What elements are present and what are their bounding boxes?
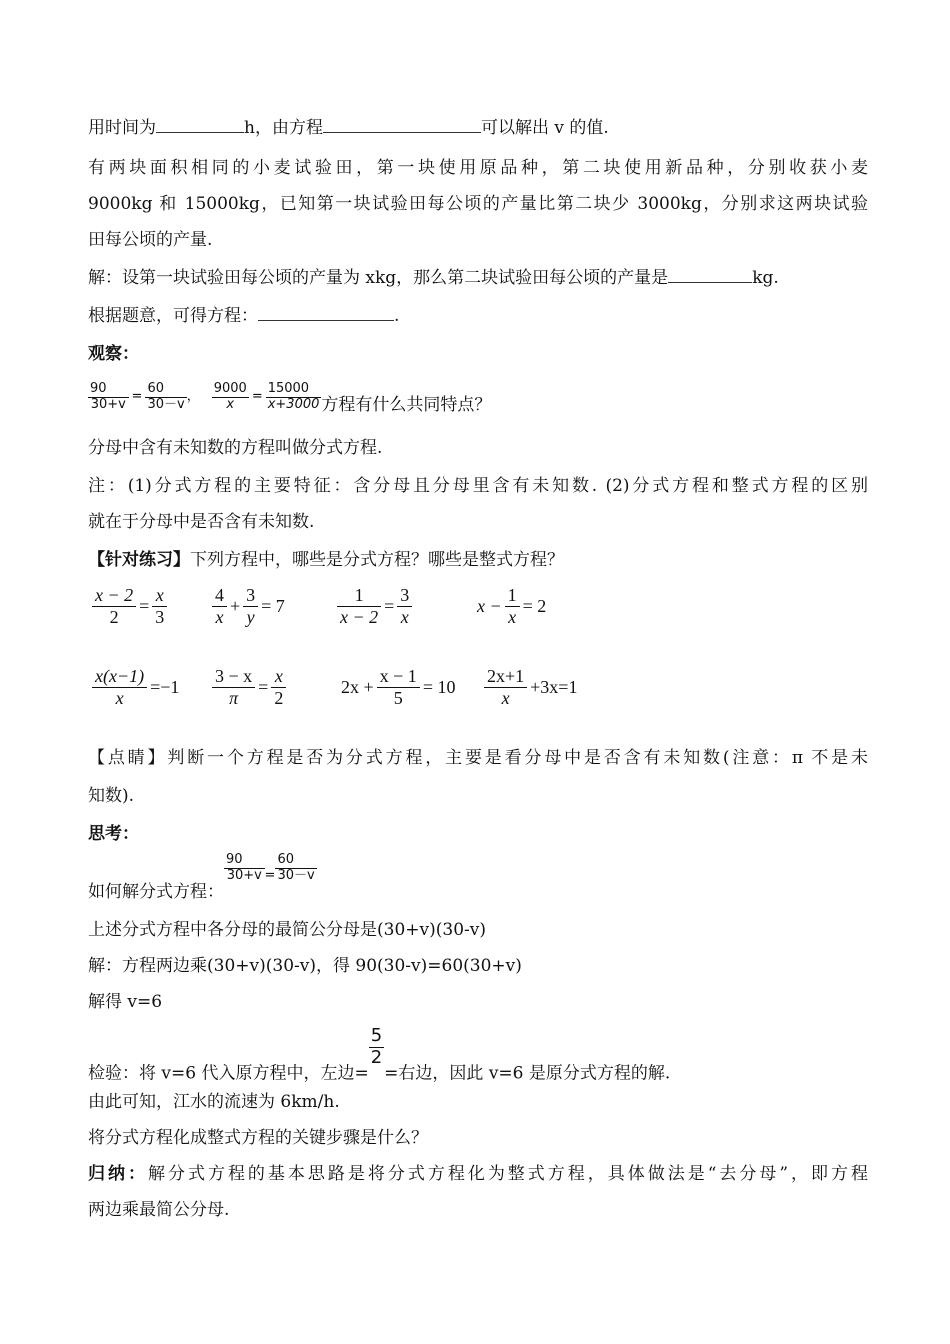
lcd-line: 上述分式方程中各分母的最简公分母是(30+v)(30-v) [88, 920, 486, 940]
right-hand-side: =−1 [150, 676, 180, 697]
practice-eq-6 [212, 666, 286, 708]
text: 解：设第一块试验田每公顷的产量为 xkg，那么第二块试验田每公顷的产量是 [88, 268, 669, 288]
fraction [152, 585, 167, 627]
denominator: 30+v [90, 396, 126, 412]
note-line-2: 就在于分母中是否含有未知数. [88, 512, 315, 532]
denominator: x [400, 606, 409, 627]
practice-eq-5 [92, 666, 182, 708]
right-hand-side: = 2 [522, 595, 547, 616]
denominator: π [229, 687, 239, 708]
denominator: 2 [109, 606, 119, 627]
text: . [394, 306, 400, 326]
text: 解分式方程的基本思路是将分式方程化为整式方程，具体做法是“去分母”，即方程 [147, 1164, 869, 1184]
numerator: x(x−1) [92, 666, 147, 688]
numerator: x [271, 666, 286, 688]
solution-equation [88, 304, 868, 328]
check-fraction [369, 1026, 384, 1068]
equals-sign: = [251, 389, 263, 404]
right-hand-side: = 10 [422, 676, 456, 697]
equals-sign: = [384, 595, 395, 616]
solution-line-2: 解得 v=6 [88, 992, 163, 1012]
conclusion-line: 由此可知，江水的流速为 6km/h. [88, 1092, 340, 1112]
problem-line-1: 有两块面积相同的小麦试验田，第一块使用原品种，第二块使用新品种，分别收获小麦 [88, 158, 868, 178]
fraction [212, 382, 249, 413]
denominator: x [508, 606, 517, 627]
solution-setup [88, 266, 868, 290]
comma: ， [186, 389, 200, 404]
heading-think: 思考： [88, 824, 139, 844]
denominator: x+3000 [267, 396, 320, 412]
text: kg. [752, 268, 779, 288]
blank-equation-2 [258, 304, 394, 321]
how-to-solve [88, 852, 868, 900]
fraction [484, 666, 527, 708]
fraction [505, 585, 520, 627]
text: 用时间为 [88, 118, 156, 138]
fraction [266, 382, 322, 413]
numerator: 60 [275, 853, 316, 869]
denominator: x − 2 [340, 606, 379, 627]
numerator: 3 [397, 585, 412, 607]
fraction [275, 853, 316, 884]
numerator: 2x+1 [484, 666, 527, 688]
line-time-equation [88, 116, 868, 140]
text: =右边，因此 v=6 是原分式方程的解. [384, 1063, 671, 1084]
text: 方程有什么共同特点？ [321, 395, 492, 415]
blank-time [156, 116, 244, 133]
note-line-1: 注：(1)分式方程的主要特征：含分母且分母里含有未知数. (2)分式方程和整式方程的区别 [88, 476, 868, 496]
blank-equation [323, 116, 481, 133]
fraction [271, 666, 286, 708]
practice-heading [88, 548, 868, 572]
question-line: 将分式方程化成整式方程的关键步骤是什么？ [88, 1128, 428, 1148]
solution-line-1: 解：方程两边乘(30+v)(30-v)，得 90(30-v)=60(30+v) [88, 956, 522, 976]
check-line [88, 1025, 868, 1084]
denominator: x [215, 606, 224, 627]
practice-label: 【针对练习】 [88, 550, 190, 570]
summary-line-2: 两边乘最简公分母. [88, 1200, 230, 1220]
fraction [145, 382, 186, 413]
fraction [212, 666, 255, 708]
text: h，由方程 [244, 118, 323, 138]
denominator: 2 [370, 1046, 383, 1068]
numerator: 90 [224, 853, 265, 869]
practice-eq-1 [92, 585, 167, 627]
denominator: y [246, 606, 255, 627]
numerator: 3 [243, 585, 258, 607]
denominator: 30－v [147, 396, 185, 412]
equals-sign: = [139, 595, 150, 616]
numerator: 9000 [213, 380, 247, 396]
denominator: x [115, 687, 124, 708]
tip-line-2: 知数). [88, 786, 135, 806]
numerator: x − 1 [377, 666, 420, 688]
numerator: 5 [370, 1025, 383, 1046]
summary-label: 归纳： [88, 1164, 148, 1184]
denominator: 3 [155, 606, 165, 627]
observe-equations [88, 373, 868, 421]
fraction [212, 585, 227, 627]
left-hand-side: 2x + [341, 676, 374, 697]
numerator: x [152, 585, 167, 607]
practice-eq-8 [484, 666, 580, 708]
fraction [88, 382, 129, 413]
denominator: x [501, 687, 510, 708]
numerator: 90 [88, 382, 129, 398]
fraction [224, 853, 265, 884]
fraction [337, 585, 381, 627]
left-hand-side: x − [477, 595, 502, 616]
fraction [243, 585, 258, 627]
equals-sign: = [258, 676, 269, 697]
problem-line-2: 9000kg 和 15000kg，已知第一块试验田每公顷的产量比第二块少 3000kg，分别求这两块试验 [88, 194, 868, 214]
fraction [377, 666, 420, 708]
numerator: 4 [212, 585, 227, 607]
tip-line-1: 【点睛】判断一个方程是否为分式方程，主要是看分母中是否含有未知数(注意：π 不是未 [88, 748, 868, 768]
equals-sign: = [264, 868, 276, 883]
right-hand-side: = 7 [261, 595, 285, 616]
practice-eq-4 [474, 585, 549, 627]
numerator: 60 [145, 382, 186, 398]
denominator: 2 [274, 687, 284, 708]
fraction [397, 585, 412, 627]
blank-yield [668, 266, 752, 283]
denominator: 30－v [277, 868, 315, 883]
text: 如何解分式方程： [88, 882, 224, 902]
numerator: 1 [337, 585, 381, 607]
summary-line-1 [88, 1162, 868, 1186]
fraction [92, 666, 147, 708]
practice-eq-2 [212, 585, 288, 627]
problem-line-3: 田每公顷的产量. [88, 230, 213, 250]
numerator: x − 2 [92, 585, 136, 607]
denominator: 5 [393, 687, 403, 708]
practice-eq-3 [337, 585, 412, 627]
plus-sign: + [230, 595, 241, 616]
heading-observe: 观察： [88, 344, 139, 364]
practice-eq-7 [338, 666, 458, 708]
numerator: 1 [505, 585, 520, 607]
numerator: 3 − x [212, 666, 255, 688]
text: 下列方程中，哪些是分式方程？哪些是整式方程？ [190, 550, 564, 570]
definition: 分母中含有未知数的方程叫做分式方程. [88, 438, 383, 458]
text: 可以解出 v 的值. [480, 118, 609, 138]
numerator: 15000 [266, 382, 322, 398]
denominator: 30+v [226, 868, 262, 883]
denominator: x [226, 396, 235, 412]
text: 根据题意，可得方程： [88, 306, 258, 326]
fraction [92, 585, 136, 627]
equals-sign: = [131, 389, 143, 404]
right-hand-side: +3x=1 [530, 676, 578, 697]
text: 检验：将 v=6 代入原方程中，左边= [88, 1063, 369, 1084]
